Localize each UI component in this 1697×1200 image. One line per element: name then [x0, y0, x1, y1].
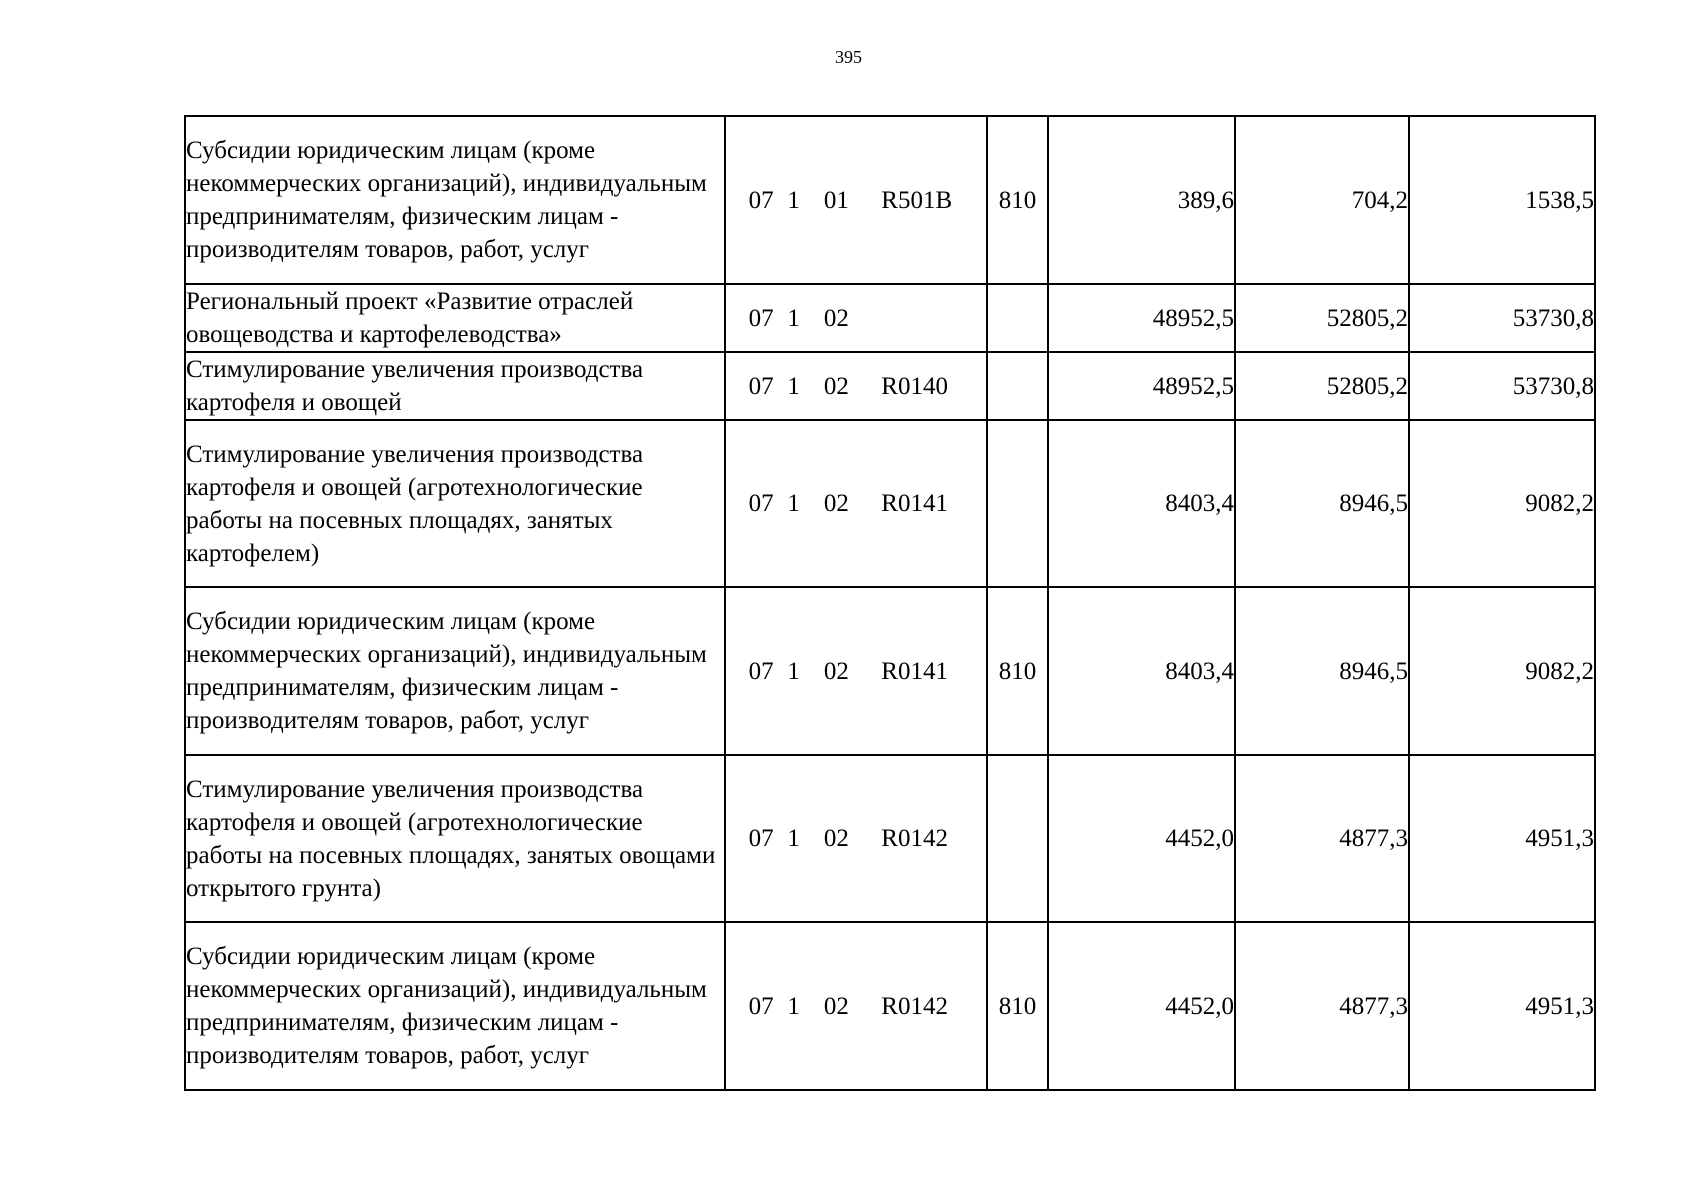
amount-year-3: 53730,8 [1409, 284, 1595, 352]
item-code: R501B [881, 186, 953, 214]
item-code: R0140 [881, 372, 948, 400]
expense-type-code: 810 [987, 116, 1048, 284]
expense-type-code [987, 755, 1048, 922]
table-row [185, 352, 1595, 420]
row-name: Стимулирование увеличения производства картофеля и овощей [185, 352, 725, 420]
section-code: 07 [748, 657, 774, 685]
subprogram-code: 02 [823, 992, 849, 1020]
row-codes [725, 755, 987, 922]
subprogram-code: 02 [823, 825, 849, 852]
subprogram-code: 02 [823, 657, 849, 685]
amount-year-1: 8403,4 [1048, 587, 1235, 755]
table-row [185, 116, 1595, 284]
amount-year-3: 4951,3 [1409, 922, 1595, 1090]
amount-year-2: 4877,3 [1235, 755, 1409, 922]
section-code: 07 [748, 825, 774, 852]
program-code: 1 [787, 825, 800, 852]
program-code: 1 [787, 304, 800, 332]
subprogram-code: 01 [823, 186, 849, 214]
table-row [185, 922, 1595, 1090]
expense-type-code [987, 352, 1048, 420]
expense-type-code: 810 [987, 922, 1048, 1090]
expense-type-code [987, 420, 1048, 587]
program-code: 1 [787, 992, 800, 1020]
subprogram-code: 02 [823, 490, 849, 517]
amount-year-2: 704,2 [1235, 116, 1409, 284]
subprogram-code: 02 [823, 372, 849, 400]
amount-year-3: 1538,5 [1409, 116, 1595, 284]
amount-year-1: 4452,0 [1048, 922, 1235, 1090]
section-code: 07 [748, 372, 774, 400]
amount-year-3: 9082,2 [1409, 420, 1595, 587]
row-name: Субсидии юридическим лицам (кроме некоммерческих организаций), индивидуальным предпринимателям, физическим лицам - производителям товаров, работ, услуг [185, 116, 725, 284]
item-code: R0142 [881, 992, 948, 1020]
section-code: 07 [748, 186, 774, 214]
row-codes [725, 587, 987, 755]
amount-year-2: 8946,5 [1235, 420, 1409, 587]
amount-year-3: 9082,2 [1409, 587, 1595, 755]
row-name: Региональный проект «Развитие отраслей овощеводства и картофелеводства» [185, 284, 725, 352]
subprogram-code: 02 [823, 304, 849, 332]
expense-type-code [987, 284, 1048, 352]
amount-year-2: 52805,2 [1235, 284, 1409, 352]
row-name: Субсидии юридическим лицам (кроме некоммерческих организаций), индивидуальным предпринимателям, физическим лицам - производителям товаров, работ, услуг [185, 587, 725, 755]
amount-year-1: 4452,0 [1048, 755, 1235, 922]
program-code: 1 [787, 186, 800, 214]
section-code: 07 [748, 304, 774, 332]
amount-year-1: 48952,5 [1048, 352, 1235, 420]
row-name: Субсидии юридическим лицам (кроме некоммерческих организаций), индивидуальным предпринимателям, физическим лицам - производителям товаров, работ, услуг [185, 922, 725, 1090]
table-row [185, 420, 1595, 587]
expense-type-code: 810 [987, 587, 1048, 755]
item-code: R0141 [881, 657, 948, 685]
item-code: R0142 [881, 825, 948, 852]
program-code: 1 [787, 657, 800, 685]
row-codes [725, 352, 987, 420]
section-code: 07 [748, 490, 774, 517]
table-row [185, 284, 1595, 352]
budget-table [184, 115, 1596, 1091]
program-code: 1 [787, 490, 800, 517]
amount-year-2: 52805,2 [1235, 352, 1409, 420]
row-name: Стимулирование увеличения производства картофеля и овощей (агротехнологические работы на посевных площадях, занятых овощами открытого грунта) [185, 755, 725, 922]
row-name: Стимулирование увеличения производства картофеля и овощей (агротехнологические работы на посевных площадях, занятых картофелем) [185, 420, 725, 587]
amount-year-1: 8403,4 [1048, 420, 1235, 587]
section-code: 07 [748, 992, 774, 1020]
row-codes [725, 116, 987, 284]
table-row [185, 587, 1595, 755]
amount-year-3: 53730,8 [1409, 352, 1595, 420]
row-codes [725, 922, 987, 1090]
amount-year-3: 4951,3 [1409, 755, 1595, 922]
row-codes [725, 284, 987, 352]
table-row [185, 755, 1595, 922]
item-code: R0141 [881, 490, 948, 517]
amount-year-1: 48952,5 [1048, 284, 1235, 352]
amount-year-2: 8946,5 [1235, 587, 1409, 755]
row-codes [725, 420, 987, 587]
program-code: 1 [787, 372, 800, 400]
page-number: 395 [835, 47, 862, 67]
amount-year-1: 389,6 [1048, 116, 1235, 284]
amount-year-2: 4877,3 [1235, 922, 1409, 1090]
